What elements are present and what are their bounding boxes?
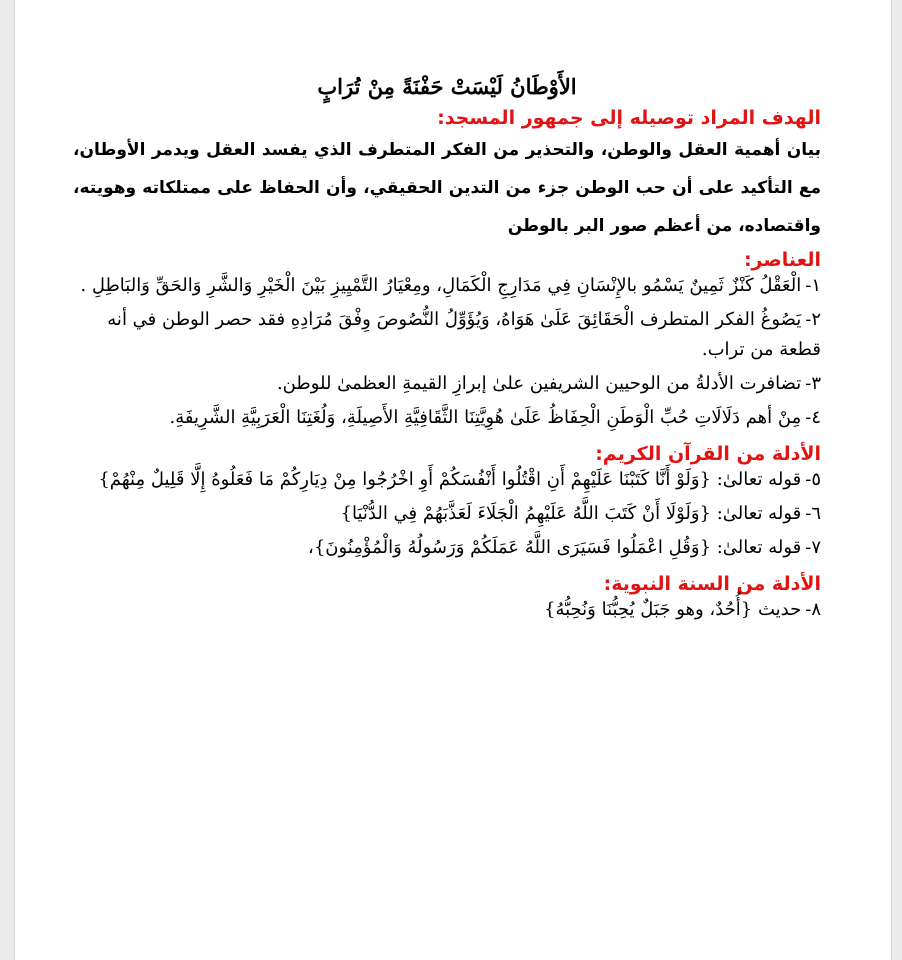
elements-heading: العناصر: xyxy=(743,249,821,271)
document-page xyxy=(14,0,892,960)
list-item: ٥-قوله تعالىٰ: {وَلَوْ أَنَّا كَتَبْنَا عَلَيْهِمْ أَنِ اقْتُلُوا أَنْفُسَكُمْ أَوِ اخْرُجُوا مِنْ دِيَارِكُمْ مَا فَعَلُوهُ إِلَّا قَلِيلٌ مِنْهُمْ} xyxy=(98,469,821,490)
goal-text: بيان أهمية العقل والوطن، والتحذير من الفكر المتطرف الذي يفسد العقل ويدمر الأوطان، مع التأكيد على أن حب الوطن جزء من التدين الحقيقي، وأن الحفاظ على ممتلكاته وهويته، واقتصاده، من أعظم صور البر بالوطن xyxy=(73,140,821,236)
quran-heading: الأدلة من القرآن الكريم: xyxy=(595,443,821,465)
list-item: ٦-قوله تعالىٰ: {وَلَوْلَا أَنْ كَتَبَ اللَّهُ عَلَيْهِمُ الْجَلَاءَ لَعَذَّبَهُمْ فِي الدُّنْيَا} xyxy=(340,503,821,524)
list-item: ٨-حديث {أُحُدٌ، وهو جَبَلٌ يُحِبُّنَا وَنُحِبُّهُ} xyxy=(544,599,821,620)
document-content xyxy=(73,74,821,629)
list-item: ٧-قوله تعالىٰ: {وَقُلِ اعْمَلُوا فَسَيَرَى اللَّهُ عَمَلَكُمْ وَرَسُولُهُ وَالْمُؤْمِنُونَ}، xyxy=(308,537,821,558)
list-item: ١-الْعَقْلُ كَنْزٌ ثَمِينٌ يَسْمُو بالإِنْسَانِ فِي مَدَارِجِ الْكَمَالِ، ومِعْيَارُ التَّمْيِيزِ بَيْنَ الْخَيْرِ وَالشَّرِ وَالحَقِّ وَالبَاطِلِ . xyxy=(80,275,821,296)
list-item: ٣-تضافرت الأدلةُ من الوحيين الشريفين علىٰ إبرازِ القيمةِ العظمىٰ للوطن. xyxy=(276,373,821,394)
list-item: ٤-مِنْ أهم دَلَالَاتِ حُبِّ الْوَطَنِ الْحِفَاظُ عَلَىٰ هُوِيَّتِنَا الثَّقَافِيَّةِ الأَصِيلَةِ، وَلُغَتِنَا الْعَرَبِيَّةِ الشَّرِيفَةِ. xyxy=(169,407,821,428)
page-title: الأَوْطَانُ لَيْسَتْ حَفْنَةً مِنْ تُرَابٍ xyxy=(317,74,577,99)
sunnah-heading: الأدلة من السنة النبوية: xyxy=(603,573,821,595)
goal-heading: الهدف المراد توصيله إلى جمهور المسجد: xyxy=(437,107,821,129)
list-item: ٢-يَصُوغُ الفكر المتطرف الْحَقَائِقَ عَلَىٰ هَوَاهُ، وَيُؤَوِّلُ النُّصُوصَ وِفْقَ مُرَادِهِ فقد حصر الوطن في أنه قطعة من تراب. xyxy=(107,309,821,360)
